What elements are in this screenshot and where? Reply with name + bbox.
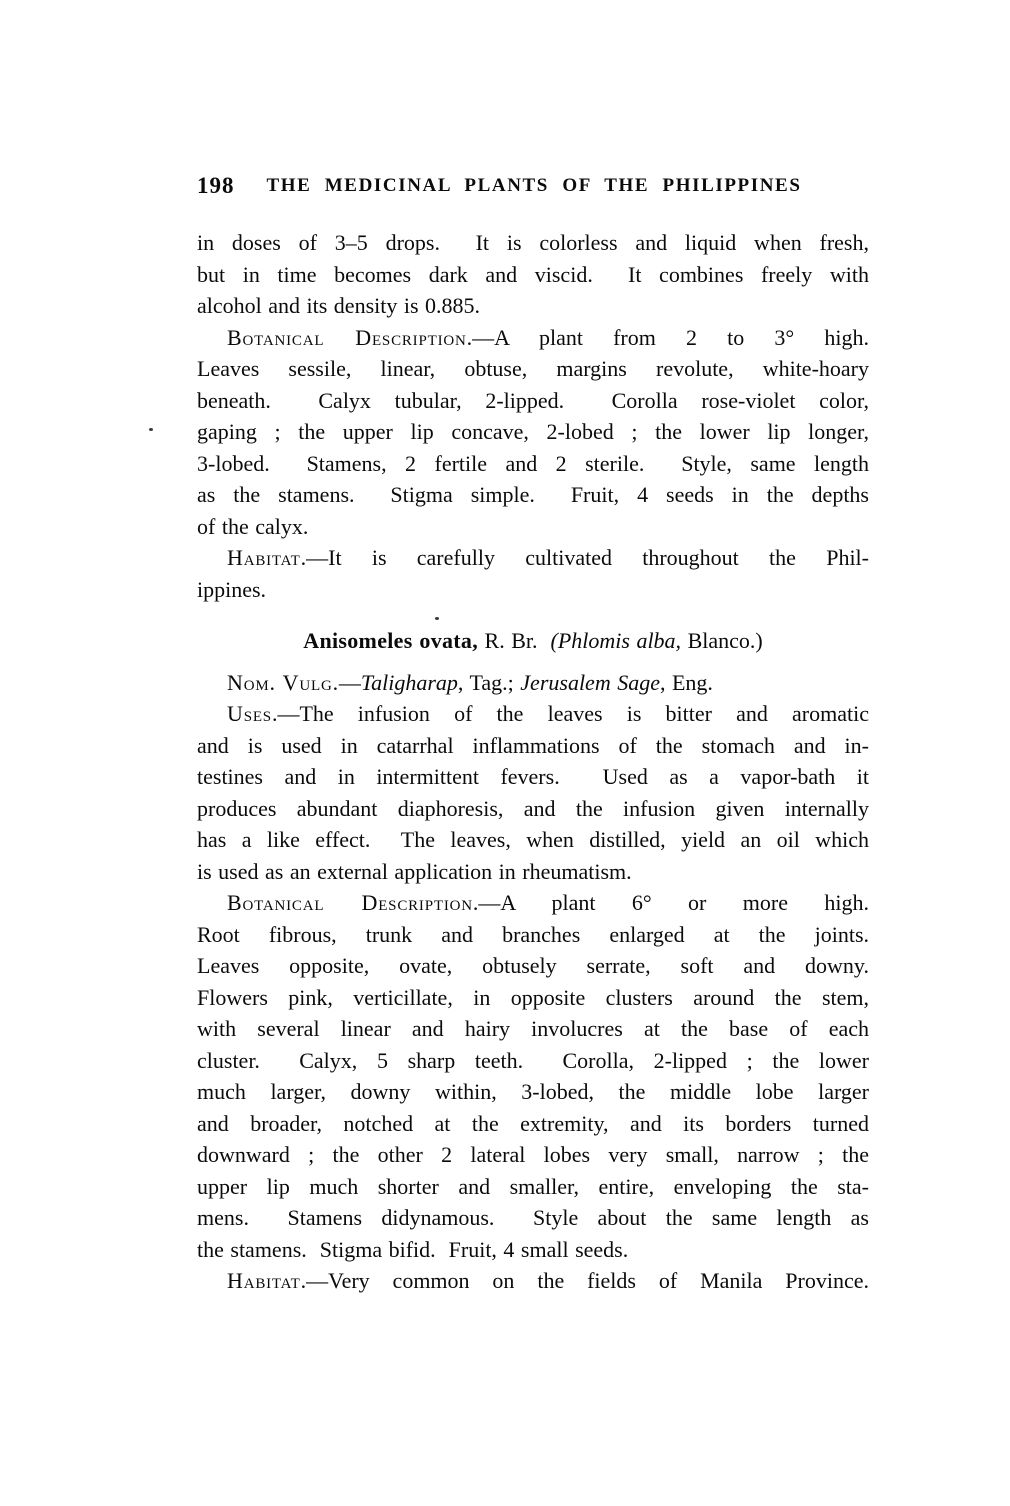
text-line	[197, 416, 869, 448]
body-text: upper lip much shorter and smaller, entire, enveloping the sta-	[197, 1173, 869, 1199]
body-text: alcohol and its density is 0.885.	[197, 293, 481, 318]
body-text: .—The infusion of the leaves is bitter and aromatic	[271, 701, 869, 726]
section-label-botanical-description-2	[197, 887, 869, 919]
text-line	[197, 730, 869, 762]
small-caps-label: Habitat	[227, 1268, 301, 1293]
body-text: .—A plant from 2 to 3° high.	[466, 324, 869, 350]
section-label-habitat	[197, 542, 869, 574]
running-head	[197, 172, 871, 202]
text-line	[197, 1139, 869, 1171]
body-text: the stamens. Stigma bifid. Fruit, 4 small seeds.	[197, 1236, 629, 1262]
page-number: 198	[197, 173, 235, 198]
text-line	[197, 761, 869, 793]
text-line	[197, 982, 869, 1014]
body-text: much larger, downy within, 3-lobed, the middle lobe larger	[197, 1079, 869, 1104]
section-label-habitat-2	[197, 1265, 869, 1297]
italic-text: Jerusalem Sage	[520, 669, 660, 695]
body-text: beneath. Calyx tubular, 2-lipped. Corolla rose-violet color,	[197, 387, 869, 413]
ink-speck	[149, 428, 153, 431]
body-text: , Tag.;	[457, 669, 521, 695]
body-text: .—A plant 6° or more high.	[472, 890, 869, 915]
body-text: has a like effect. The leaves, when distilled, yield an oil which	[197, 827, 869, 852]
page-body	[197, 227, 869, 1297]
body-text: , Eng.	[659, 669, 713, 695]
body-text: cluster. Calyx, 5 sharp teeth. Corolla, 2-lipped ; the lower	[197, 1047, 869, 1073]
body-text: and broader, notched at the extremity, and its borders turned	[197, 1110, 869, 1136]
text-line	[197, 1076, 869, 1108]
body-text: of the calyx.	[197, 513, 309, 539]
text-line	[197, 950, 869, 982]
body-text: .—It is carefully cultivated throughout the Phil-	[300, 545, 869, 570]
text-line	[197, 511, 869, 543]
section-label-uses	[197, 698, 869, 730]
text-line	[197, 1108, 869, 1140]
bold-species-name: Anisomeles ovata,	[303, 628, 479, 653]
running-title: THE MEDICINAL PLANTS OF THE PHILIPPINES	[266, 175, 802, 196]
body-text: downward ; the other 2 lateral lobes very small, narrow ; the	[197, 1142, 869, 1167]
text-line	[197, 824, 869, 856]
body-text: .—Very common on the fields of Manila Province.	[300, 1268, 869, 1293]
body-text: in doses of 3–5 drops. It is colorless and liquid when fresh,	[197, 230, 869, 255]
text-line	[197, 919, 869, 951]
body-text: Blanco.)	[681, 628, 763, 653]
section-label-nom-vulg	[197, 667, 869, 699]
body-text: ippines.	[197, 576, 267, 602]
small-caps-label: Habitat	[227, 545, 301, 570]
section-label-botanical-description	[197, 322, 869, 354]
body-text: 3-lobed. Stamens, 2 fertile and 2 sterile. Style, same length	[197, 450, 869, 476]
body-text: produces abundant diaphoresis, and the infusion given internally	[197, 795, 869, 821]
body-text: with several linear and hairy involucres at the base of each	[197, 1016, 869, 1041]
body-text: Root fibrous, trunk and branches enlarged at the joints.	[197, 921, 869, 947]
small-caps-label: Nom. Vulg.	[227, 669, 339, 695]
text-line	[197, 1171, 869, 1203]
italic-text: Taligharap	[360, 669, 458, 695]
small-caps-label: Uses	[227, 701, 272, 726]
text-line	[197, 856, 869, 888]
body-text: testines and in intermittent fevers. Used as a vapor-bath it	[197, 764, 869, 789]
text-line	[197, 793, 869, 825]
text-line	[197, 1045, 869, 1077]
body-text: R. Br.	[478, 628, 551, 653]
ink-speck	[435, 617, 439, 620]
body-text: Flowers pink, verticillate, in opposite clusters around the stem,	[197, 984, 869, 1010]
text-line	[197, 259, 869, 291]
text-line	[197, 574, 869, 606]
text-line	[197, 227, 869, 259]
body-text: but in time becomes dark and viscid. It combines freely with	[197, 261, 869, 287]
body-text: Leaves opposite, ovate, obtusely serrate, soft and downy.	[197, 953, 869, 978]
text-line	[197, 290, 869, 322]
text-line	[197, 1202, 869, 1234]
body-text: as the stamens. Stigma simple. Fruit, 4 seeds in the depths	[197, 482, 869, 507]
text-line	[197, 479, 869, 511]
text-line	[197, 353, 869, 385]
italic-text: (Phlomis alba,	[550, 628, 682, 653]
text-line	[197, 1234, 869, 1266]
body-text: is used as an external application in rheumatism.	[197, 858, 632, 884]
body-text: and is used in catarrhal inflammations of the stomach and in-	[197, 732, 869, 758]
body-text: —	[338, 669, 361, 695]
text-line	[197, 385, 869, 417]
text-line	[197, 1013, 869, 1045]
body-text: gaping ; the upper lip concave, 2-lobed ; the lower lip longer,	[197, 419, 869, 444]
body-text: Leaves sessile, linear, obtuse, margins revolute, white-hoary	[197, 356, 869, 381]
small-caps-label: Botanical Description	[227, 890, 473, 915]
body-text: mens. Stamens didynamous. Style about the same length as	[197, 1205, 869, 1230]
small-caps-label: Botanical Description	[227, 324, 467, 350]
species-heading	[197, 625, 869, 657]
text-line	[197, 448, 869, 480]
